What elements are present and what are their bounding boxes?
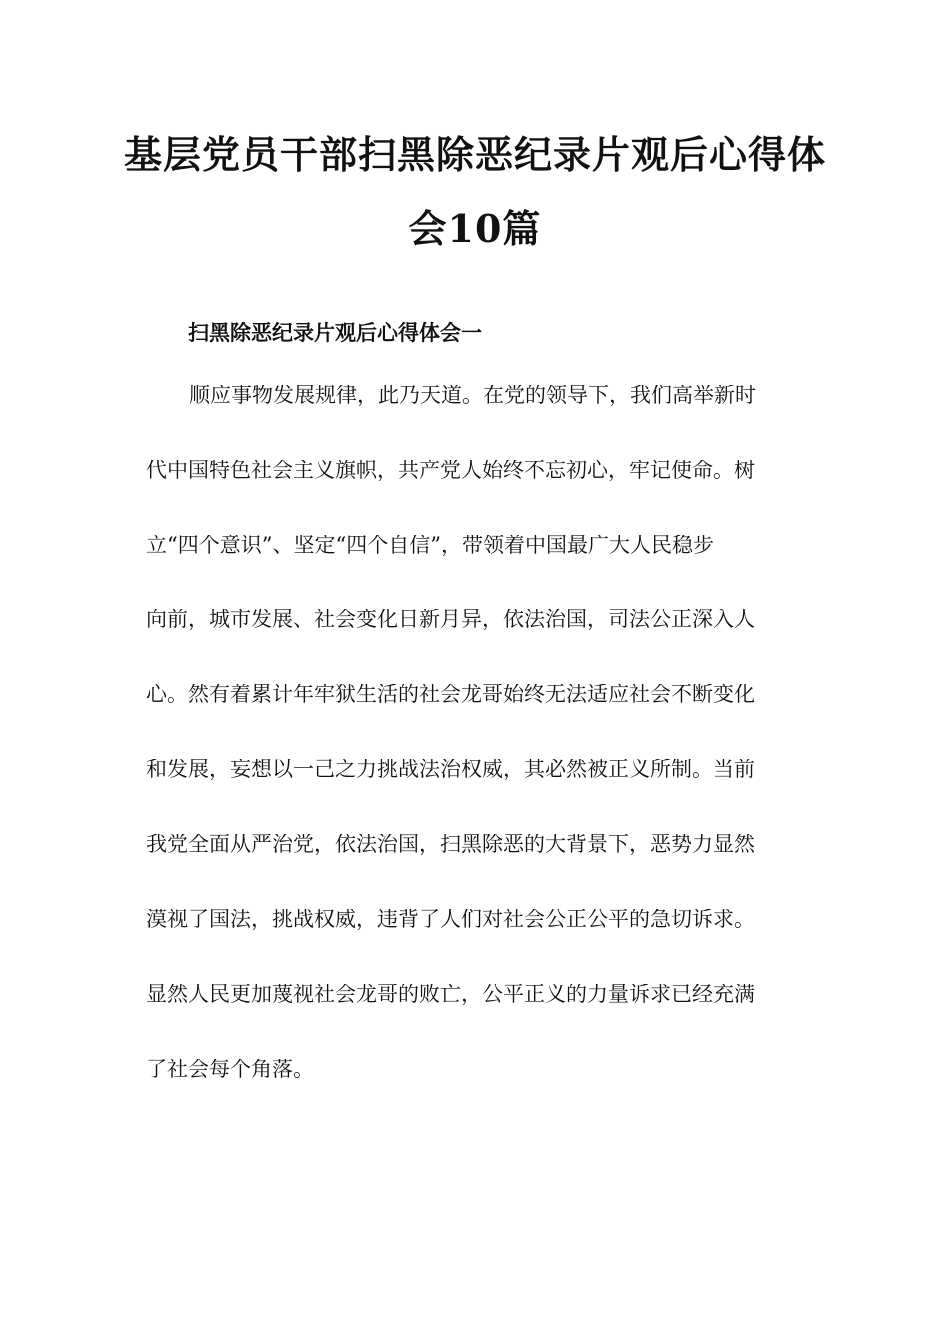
paragraph-line: 和发展，妄想以一己之力挑战法治权威，其必然被正义所制。当前 (146, 759, 755, 780)
paragraph-line: 显然人民更加蔑视社会龙哥的败亡，公平正义的力量诉求已经充满 (146, 984, 755, 1005)
paragraph-line: 了社会每个角落。 (146, 1059, 314, 1080)
paragraph-line: 立“四个意识”、坚定“四个自信”，带领着中国最广大人民稳步 (146, 535, 714, 556)
document-title-line-2: 会10篇 (408, 206, 542, 251)
section-heading: 扫黑除恶纪录片观后心得体会一 (188, 320, 482, 345)
paragraph-line: 心。然有着累计年牢狱生活的社会龙哥始终无法适应社会不断变化 (146, 684, 755, 705)
paragraph-line: 代中国特色社会主义旗帜，共产党人始终不忘初心，牢记使命。树 (146, 460, 755, 481)
paragraph-line: 向前，城市发展、社会变化日新月异，依法治国，司法公正深入人 (146, 609, 755, 630)
paragraph-line: 顺应事物发展规律，此乃天道。在党的领导下，我们高举新时 (189, 385, 756, 406)
paragraph-line: 漠视了国法，挑战权威，违背了人们对社会公正公平的急切诉求。 (146, 909, 755, 930)
paragraph-line: 我党全面从严治党，依法治国，扫黑除恶的大背景下，恶势力显然 (146, 834, 755, 855)
document-title-line-1: 基层党员干部扫黑除恶纪录片观后心得体 (123, 132, 826, 177)
